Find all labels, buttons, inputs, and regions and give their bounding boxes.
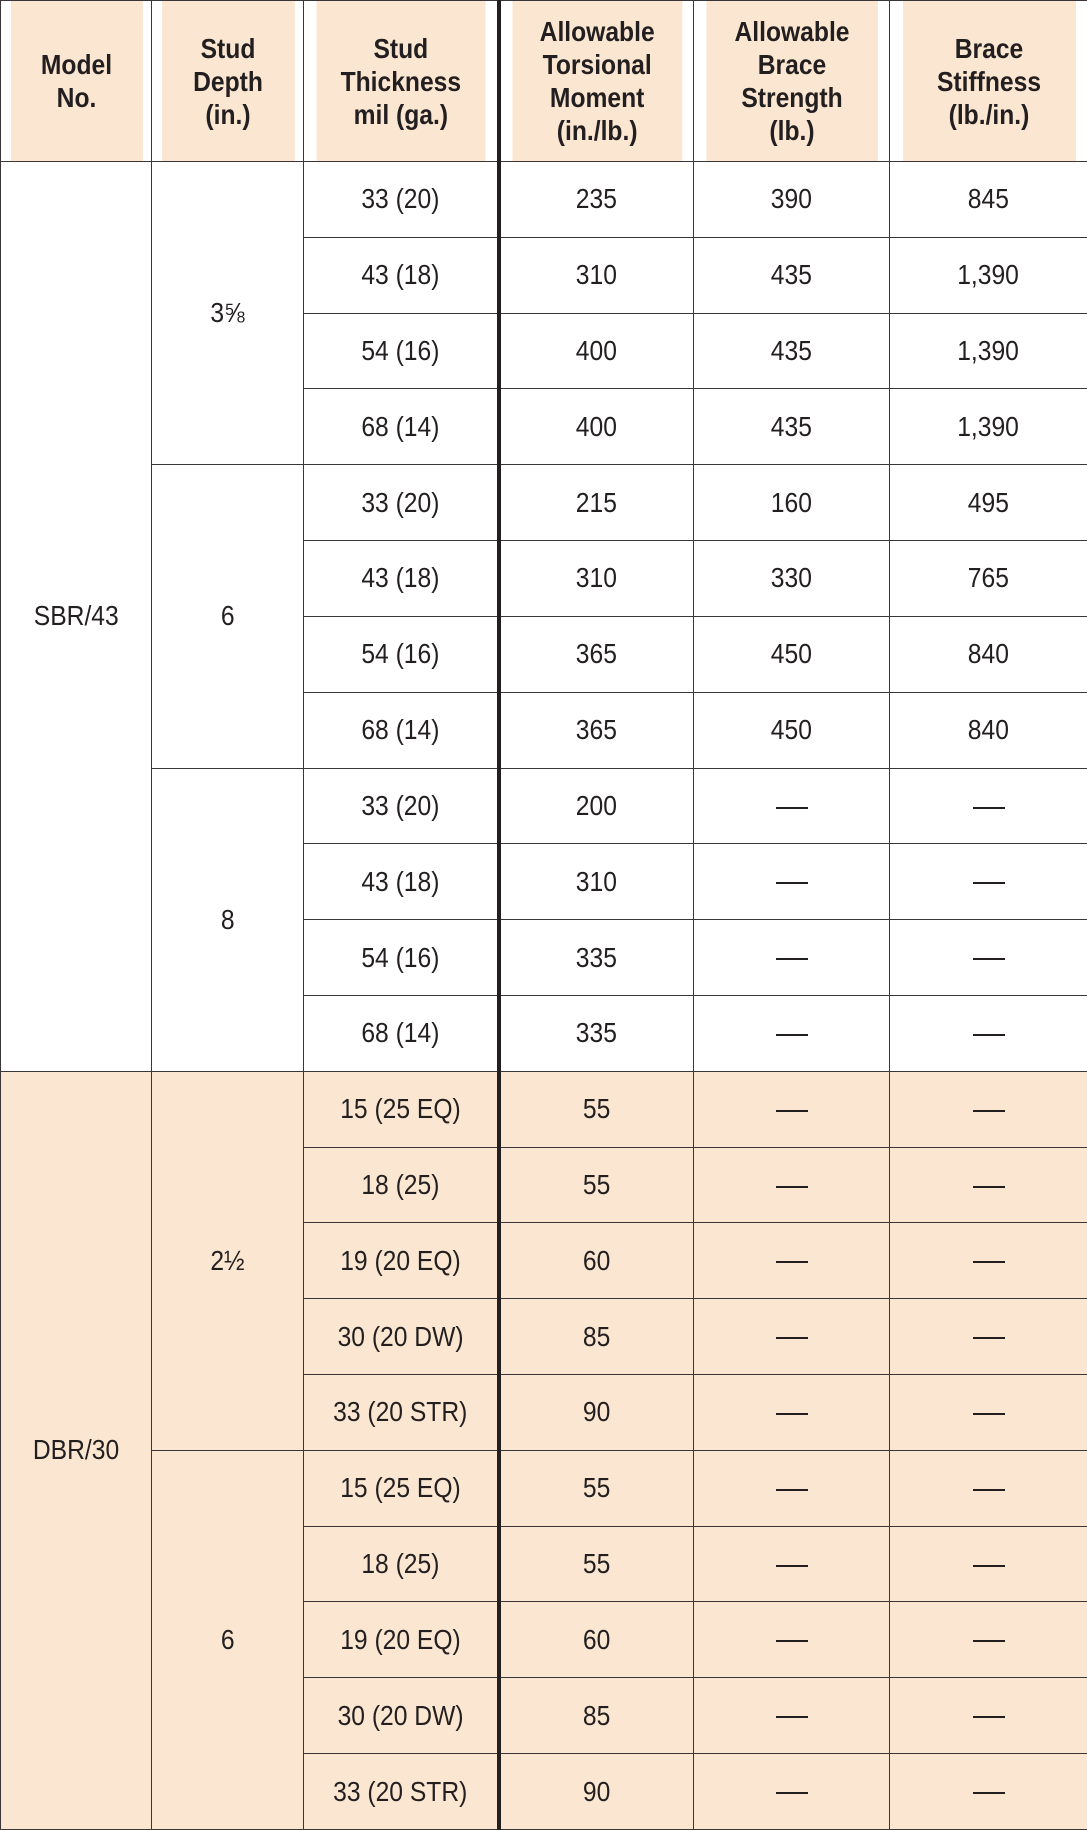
not-applicable-dash <box>973 1337 1005 1339</box>
brace-stiffness-cell <box>890 313 1087 389</box>
stud-thickness-value: 43 (18) <box>361 259 440 291</box>
brace-stiffness-cell <box>890 1602 1087 1678</box>
not-applicable-dash <box>776 1489 808 1491</box>
torsional-moment-cell <box>499 465 694 541</box>
torsional-moment-value: 310 <box>576 562 618 594</box>
brace-stiffness-cell <box>890 237 1087 313</box>
stud-thickness-cell <box>304 616 499 692</box>
brace-strength-cell <box>694 768 890 844</box>
stud-thickness-cell <box>304 162 499 238</box>
not-applicable-dash <box>776 882 808 884</box>
not-applicable-dash <box>776 1034 808 1036</box>
stud-thickness-cell <box>304 692 499 768</box>
not-applicable-dash <box>776 1413 808 1415</box>
stud-thickness-cell <box>304 237 499 313</box>
not-applicable-dash <box>973 1034 1005 1036</box>
stud-depth-label: 2½ <box>210 1244 245 1276</box>
stud-thickness-cell <box>304 465 499 541</box>
table-body <box>1 162 1087 1830</box>
stud-thickness-cell <box>304 1526 499 1602</box>
stud-thickness-cell <box>304 768 499 844</box>
torsional-moment-value: 85 <box>583 1320 611 1352</box>
stud-thickness-cell <box>304 1602 499 1678</box>
brace-strength-cell <box>694 920 890 996</box>
stud-thickness-cell <box>304 1071 499 1147</box>
table-row <box>1 465 1087 541</box>
stud-thickness-value: 33 (20) <box>361 183 440 215</box>
stud-thickness-cell <box>304 995 499 1071</box>
not-applicable-dash <box>776 1261 808 1263</box>
torsional-moment-cell <box>499 768 694 844</box>
stud-thickness-value: 33 (20 STR) <box>333 1775 468 1807</box>
brace-stiffness-cell <box>890 1526 1087 1602</box>
torsional-moment-value: 55 <box>583 1093 611 1125</box>
torsional-moment-value: 85 <box>583 1699 611 1731</box>
not-applicable-dash <box>973 1413 1005 1415</box>
torsional-moment-cell <box>499 1223 694 1299</box>
brace-stiffness-cell <box>890 692 1087 768</box>
brace-stiffness-cell <box>890 1223 1087 1299</box>
brace-strength-cell <box>694 389 890 465</box>
brace-stiffness-cell <box>890 1450 1087 1526</box>
stud-thickness-cell <box>304 1223 499 1299</box>
torsional-moment-value: 55 <box>583 1548 611 1580</box>
torsional-moment-value: 55 <box>583 1472 611 1504</box>
brace-strength-cell <box>694 541 890 617</box>
torsional-moment-value: 335 <box>576 1017 618 1049</box>
brace-strength-cell <box>694 1299 890 1375</box>
stud-thickness-value: 18 (25) <box>361 1168 440 1200</box>
stud-thickness-value: 30 (20 DW) <box>337 1320 464 1352</box>
brace-stiffness-cell <box>890 1299 1087 1375</box>
brace-stiffness-cell <box>890 1678 1087 1754</box>
stud-thickness-value: 54 (16) <box>361 638 440 670</box>
header-row <box>1 1 1087 162</box>
table-row <box>1 1450 1087 1526</box>
torsional-moment-value: 215 <box>576 486 618 518</box>
brace-strength-cell <box>694 1223 890 1299</box>
torsional-moment-value: 365 <box>576 714 618 746</box>
stud-depth-cell <box>152 162 304 465</box>
brace-stiffness-cell <box>890 389 1087 465</box>
stud-thickness-cell <box>304 1754 499 1830</box>
brace-stiffness-cell <box>890 920 1087 996</box>
brace-strength-cell <box>694 1602 890 1678</box>
brace-stiffness-cell <box>890 162 1087 238</box>
torsional-moment-cell <box>499 844 694 920</box>
not-applicable-dash <box>776 1186 808 1188</box>
brace-strength-cell <box>694 1526 890 1602</box>
stud-thickness-value: 54 (16) <box>361 335 440 367</box>
torsional-moment-cell <box>499 1602 694 1678</box>
not-applicable-dash <box>973 958 1005 960</box>
stud-thickness-cell <box>304 1450 499 1526</box>
not-applicable-dash <box>973 1792 1005 1794</box>
brace-strength-cell <box>694 313 890 389</box>
torsional-moment-value: 310 <box>576 865 618 897</box>
torsional-moment-value: 365 <box>576 638 618 670</box>
stud-depth-cell <box>152 1450 304 1829</box>
brace-stiffness-cell <box>890 541 1087 617</box>
brace-stiffness-cell <box>890 465 1087 541</box>
model-no-cell <box>1 1071 152 1829</box>
torsional-moment-cell <box>499 692 694 768</box>
brace-strength-cell <box>694 692 890 768</box>
stud-thickness-value: 68 (14) <box>361 714 440 746</box>
stud-thickness-value: 15 (25 EQ) <box>339 1472 461 1504</box>
torsional-moment-cell <box>499 313 694 389</box>
not-applicable-dash <box>973 1186 1005 1188</box>
torsional-moment-value: 310 <box>576 259 618 291</box>
brace-stiffness-cell <box>890 844 1087 920</box>
brace-strength-value: 390 <box>770 183 813 215</box>
stud-thickness-value: 33 (20 STR) <box>333 1396 468 1428</box>
stud-depth-cell <box>152 768 304 1071</box>
stud-depth-label: 6 <box>220 600 235 632</box>
not-applicable-dash <box>973 1640 1005 1642</box>
torsional-moment-value: 90 <box>583 1775 611 1807</box>
torsional-moment-value: 400 <box>576 335 618 367</box>
torsional-moment-value: 235 <box>576 183 618 215</box>
brace-strength-cell <box>694 1375 890 1451</box>
not-applicable-dash <box>776 1716 808 1718</box>
stud-depth-cell <box>152 1071 304 1450</box>
torsional-moment-value: 90 <box>583 1396 611 1428</box>
torsional-moment-cell <box>499 1375 694 1451</box>
torsional-moment-cell <box>499 920 694 996</box>
torsional-moment-cell <box>499 1450 694 1526</box>
stud-thickness-value: 33 (20) <box>361 789 440 821</box>
torsional-moment-value: 60 <box>583 1244 611 1276</box>
not-applicable-dash <box>973 807 1005 809</box>
header-stud-thickness: Stud Thickness mil (ga.) <box>315 1 487 162</box>
stud-depth-label: 8 <box>220 903 235 935</box>
brace-strength-cell <box>694 1071 890 1147</box>
model-no-label: SBR/43 <box>33 600 119 632</box>
brace-stiffness-value: 840 <box>967 714 1010 746</box>
torsional-moment-cell <box>499 237 694 313</box>
torsional-moment-cell <box>499 1147 694 1223</box>
torsional-moment-value: 335 <box>576 941 618 973</box>
torsional-moment-cell <box>499 162 694 238</box>
stud-thickness-value: 15 (25 EQ) <box>339 1093 461 1125</box>
not-applicable-dash <box>776 807 808 809</box>
not-applicable-dash <box>776 1640 808 1642</box>
stud-depth-cell <box>152 465 304 768</box>
stud-thickness-value: 19 (20 EQ) <box>339 1244 461 1276</box>
brace-stiffness-value: 845 <box>967 183 1010 215</box>
not-applicable-dash <box>973 1110 1005 1112</box>
brace-stiffness-cell <box>890 1147 1087 1223</box>
header-stud-depth: Stud Depth (in.) <box>161 1 295 162</box>
torsional-moment-value: 200 <box>576 789 618 821</box>
stud-thickness-value: 30 (20 DW) <box>337 1699 464 1731</box>
brace-strength-value: 435 <box>770 259 813 291</box>
brace-strength-cell <box>694 1147 890 1223</box>
not-applicable-dash <box>973 1716 1005 1718</box>
brace-strength-value: 160 <box>770 486 813 518</box>
not-applicable-dash <box>776 1565 808 1567</box>
torsional-moment-cell <box>499 616 694 692</box>
header-allowable-brace-strength: Allowable Brace Strength (lb.) <box>705 1 877 162</box>
brace-strength-cell <box>694 995 890 1071</box>
brace-strength-cell <box>694 465 890 541</box>
brace-strength-value: 450 <box>770 638 813 670</box>
brace-strength-cell <box>694 616 890 692</box>
header-allowable-torsional-moment: Allowable Torsional Moment (in./lb.) <box>510 1 682 162</box>
torsional-moment-value: 60 <box>583 1623 611 1655</box>
torsional-moment-cell <box>499 389 694 465</box>
brace-strength-cell <box>694 1450 890 1526</box>
brace-strength-cell <box>694 162 890 238</box>
stud-thickness-value: 19 (20 EQ) <box>339 1623 461 1655</box>
not-applicable-dash <box>776 1110 808 1112</box>
stud-thickness-value: 68 (14) <box>361 410 440 442</box>
brace-stiffness-value: 765 <box>967 562 1010 594</box>
brace-stiffness-value: 840 <box>967 638 1010 670</box>
brace-strength-value: 450 <box>770 714 813 746</box>
not-applicable-dash <box>776 1792 808 1794</box>
not-applicable-dash <box>776 1337 808 1339</box>
brace-stiffness-cell <box>890 768 1087 844</box>
not-applicable-dash <box>973 1489 1005 1491</box>
brace-strength-cell <box>694 844 890 920</box>
stud-thickness-value: 54 (16) <box>361 941 440 973</box>
brace-stiffness-value: 495 <box>967 486 1010 518</box>
not-applicable-dash <box>776 958 808 960</box>
brace-stiffness-value: 1,390 <box>957 410 1020 442</box>
brace-strength-value: 330 <box>770 562 813 594</box>
stud-thickness-cell <box>304 389 499 465</box>
brace-stiffness-cell <box>890 616 1087 692</box>
torsional-moment-cell <box>499 995 694 1071</box>
torsional-moment-cell <box>499 541 694 617</box>
not-applicable-dash <box>973 1565 1005 1567</box>
stud-thickness-cell <box>304 920 499 996</box>
table-row <box>1 1071 1087 1147</box>
stud-thickness-cell <box>304 1147 499 1223</box>
torsional-moment-cell <box>499 1678 694 1754</box>
brace-stiffness-cell <box>890 1071 1087 1147</box>
brace-stiffness-cell <box>890 995 1087 1071</box>
stud-thickness-cell <box>304 313 499 389</box>
torsional-moment-cell <box>499 1071 694 1147</box>
brace-strength-cell <box>694 237 890 313</box>
model-no-label: DBR/30 <box>32 1434 120 1466</box>
stud-thickness-cell <box>304 1375 499 1451</box>
table-row <box>1 162 1087 238</box>
torsional-moment-value: 55 <box>583 1168 611 1200</box>
stud-thickness-value: 68 (14) <box>361 1017 440 1049</box>
brace-stiffness-cell <box>890 1754 1087 1830</box>
brace-stiffness-value: 1,390 <box>957 259 1020 291</box>
table-row <box>1 768 1087 844</box>
stud-thickness-cell <box>304 1678 499 1754</box>
stud-thickness-value: 43 (18) <box>361 562 440 594</box>
brace-stiffness-value: 1,390 <box>957 335 1020 367</box>
stud-thickness-cell <box>304 541 499 617</box>
stud-thickness-value: 18 (25) <box>361 1548 440 1580</box>
not-applicable-dash <box>973 1261 1005 1263</box>
stud-depth-label: 3⅝ <box>210 297 245 329</box>
brace-strength-value: 435 <box>770 410 813 442</box>
torsional-moment-cell <box>499 1526 694 1602</box>
stud-thickness-cell <box>304 1299 499 1375</box>
brace-strength-cell <box>694 1678 890 1754</box>
torsional-moment-value: 400 <box>576 410 618 442</box>
torsional-moment-cell <box>499 1754 694 1830</box>
header-brace-stiffness: Brace Stiffness (lb./in.) <box>901 1 1075 162</box>
stud-depth-label: 6 <box>220 1623 235 1655</box>
brace-stiffness-cell <box>890 1375 1087 1451</box>
brace-strength-value: 435 <box>770 335 813 367</box>
stud-thickness-value: 33 (20) <box>361 486 440 518</box>
not-applicable-dash <box>973 882 1005 884</box>
brace-strength-cell <box>694 1754 890 1830</box>
header-model-no: Model No. <box>10 1 143 162</box>
torsional-moment-cell <box>499 1299 694 1375</box>
stud-thickness-cell <box>304 844 499 920</box>
model-no-cell <box>1 162 152 1072</box>
stud-thickness-value: 43 (18) <box>361 865 440 897</box>
